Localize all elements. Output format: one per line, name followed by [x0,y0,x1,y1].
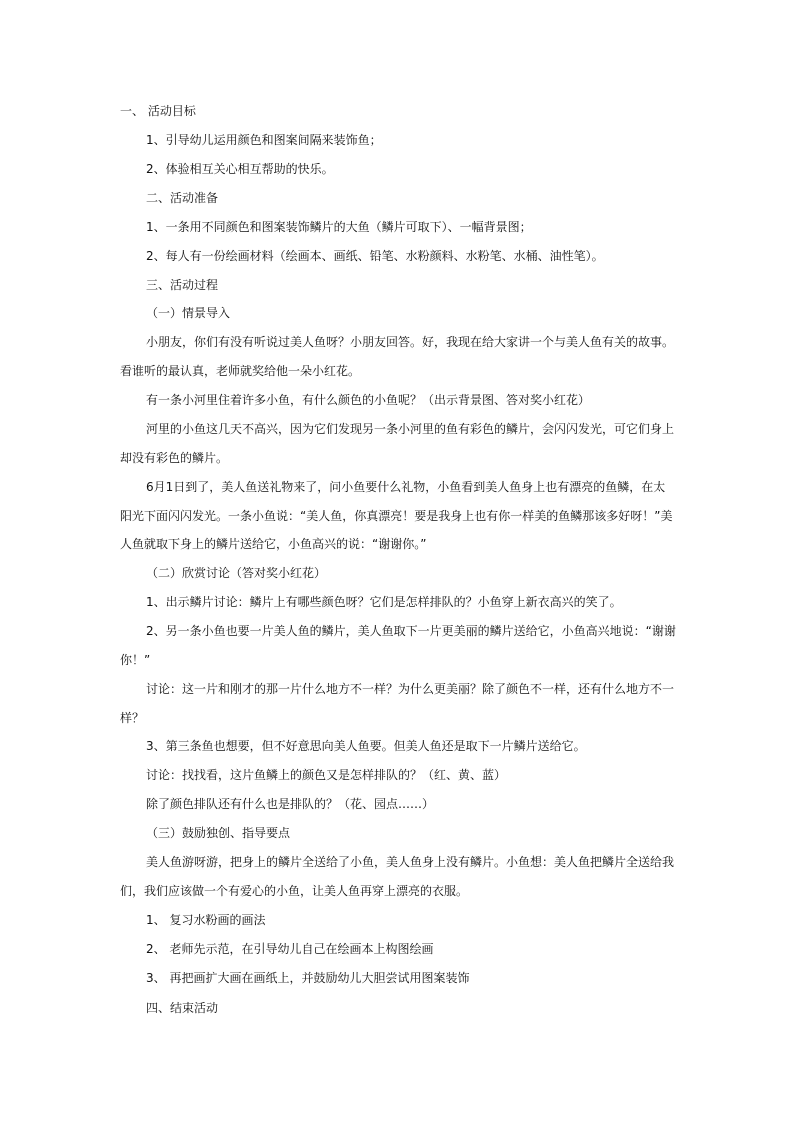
heading-section-conclusion: 四、结束活动 [146,1001,219,1015]
paragraph-line: 你！” [120,653,151,667]
paragraph-line: 样？ [120,711,145,725]
step-item: 2、 老师先示范，在引导幼儿自己在绘画本上构图绘画 [146,942,434,956]
paragraph-line: 美人鱼游呀游，把身上的鳞片全送给了小鱼，美人鱼身上没有鳞片。小鱼想：美人鱼把鳞片全送给我 [146,855,675,869]
step-item: 3、 再把画扩大画在画纸上，并鼓励幼儿大胆尝试用图案装饰 [146,971,470,985]
paragraph-line: 讨论：这一片和刚才的那一片什么地方不一样？为什么更美丽？除了颜色不一样，还有什么地方不一 [146,682,675,696]
paragraph-line: 河里的小鱼这几天不高兴，因为它们发现另一条小河里的鱼有彩色的鳞片，会闪闪发光，可它们身上 [146,422,675,436]
paragraph-line: 1、出示鳞片讨论：鳞片上有哪些颜色呀？它们是怎样排队的？小鱼穿上新衣高兴的笑了。 [146,595,622,609]
paragraph-line: 人鱼就取下身上的鳞片送给它，小鱼高兴的说：“谢谢你。” [120,537,427,551]
preparation-item: 2、每人有一份绘画材料（绘画本、画纸、铅笔、水粉颜料、水粉笔、水桶、油性笔）。 [146,249,604,263]
heading-section-process: 三、活动过程 [146,278,219,292]
paragraph-line: 小朋友，你们有没有听说过美人鱼呀？小朋友回答。好，我现在给大家讲一个与美人鱼有关的故事。 [146,335,675,349]
paragraph-line: 们，我们应该做一个有爱心的小鱼，让美人鱼再穿上漂亮的衣服。 [120,884,469,898]
paragraph-line: 有一条小河里住着许多小鱼，有什么颜色的小鱼呢？（出示背景图、答对奖小红花） [146,393,591,407]
preparation-item: 1、一条用不同颜色和图案装饰鳞片的大鱼（鳞片可取下）、一幅背景图； [146,220,532,234]
subheading-intro: （一）情景导入 [146,306,231,320]
paragraph-line: 阳光下面闪闪发光。一条小鱼说：“美人鱼，你真漂亮！要是我身上也有你一样美的鱼鳞那该多好呀！”美 [120,509,673,523]
paragraph-line: 看谁听的最认真，老师就奖给他一朵小红花。 [120,364,361,378]
heading-section-preparation: 二、活动准备 [146,191,219,205]
paragraph-line: 讨论：找找看，这片鱼鳞上的颜色又是怎样排队的？（红、黄、蓝） [146,768,507,782]
goal-item: 2、体验相互关心相互帮助的快乐。 [146,162,334,176]
paragraph-line: 6月1日到了，美人鱼送礼物来了，问小鱼要什么礼物，小鱼看到美人鱼身上也有漂亮的鱼鳞，在太 [146,480,666,494]
goal-item: 1、引导幼儿运用颜色和图案间隔来装饰鱼； [146,133,382,147]
paragraph-line: 却没有彩色的鳞片。 [120,451,229,465]
paragraph-line: 3、第三条鱼也想要，但不好意思向美人鱼要。但美人鱼还是取下一片鳞片送给它。 [146,739,586,753]
subheading-discussion: （二）欣赏讨论（答对奖小红花） [146,566,327,580]
heading-section-goals: 一、 活动目标 [120,104,196,118]
paragraph-line: 2、另一条小鱼也要一片美人鱼的鳞片，美人鱼取下一片更美丽的鳞片送给它，小鱼高兴地说：“谢谢 [146,624,676,638]
step-item: 1、 复习水粉画的画法 [146,913,266,927]
paragraph-line: 除了颜色排队还有什么也是排队的？（花、园点……） [146,797,435,811]
subheading-guidance: （三）鼓励独创、指导要点 [146,826,291,840]
